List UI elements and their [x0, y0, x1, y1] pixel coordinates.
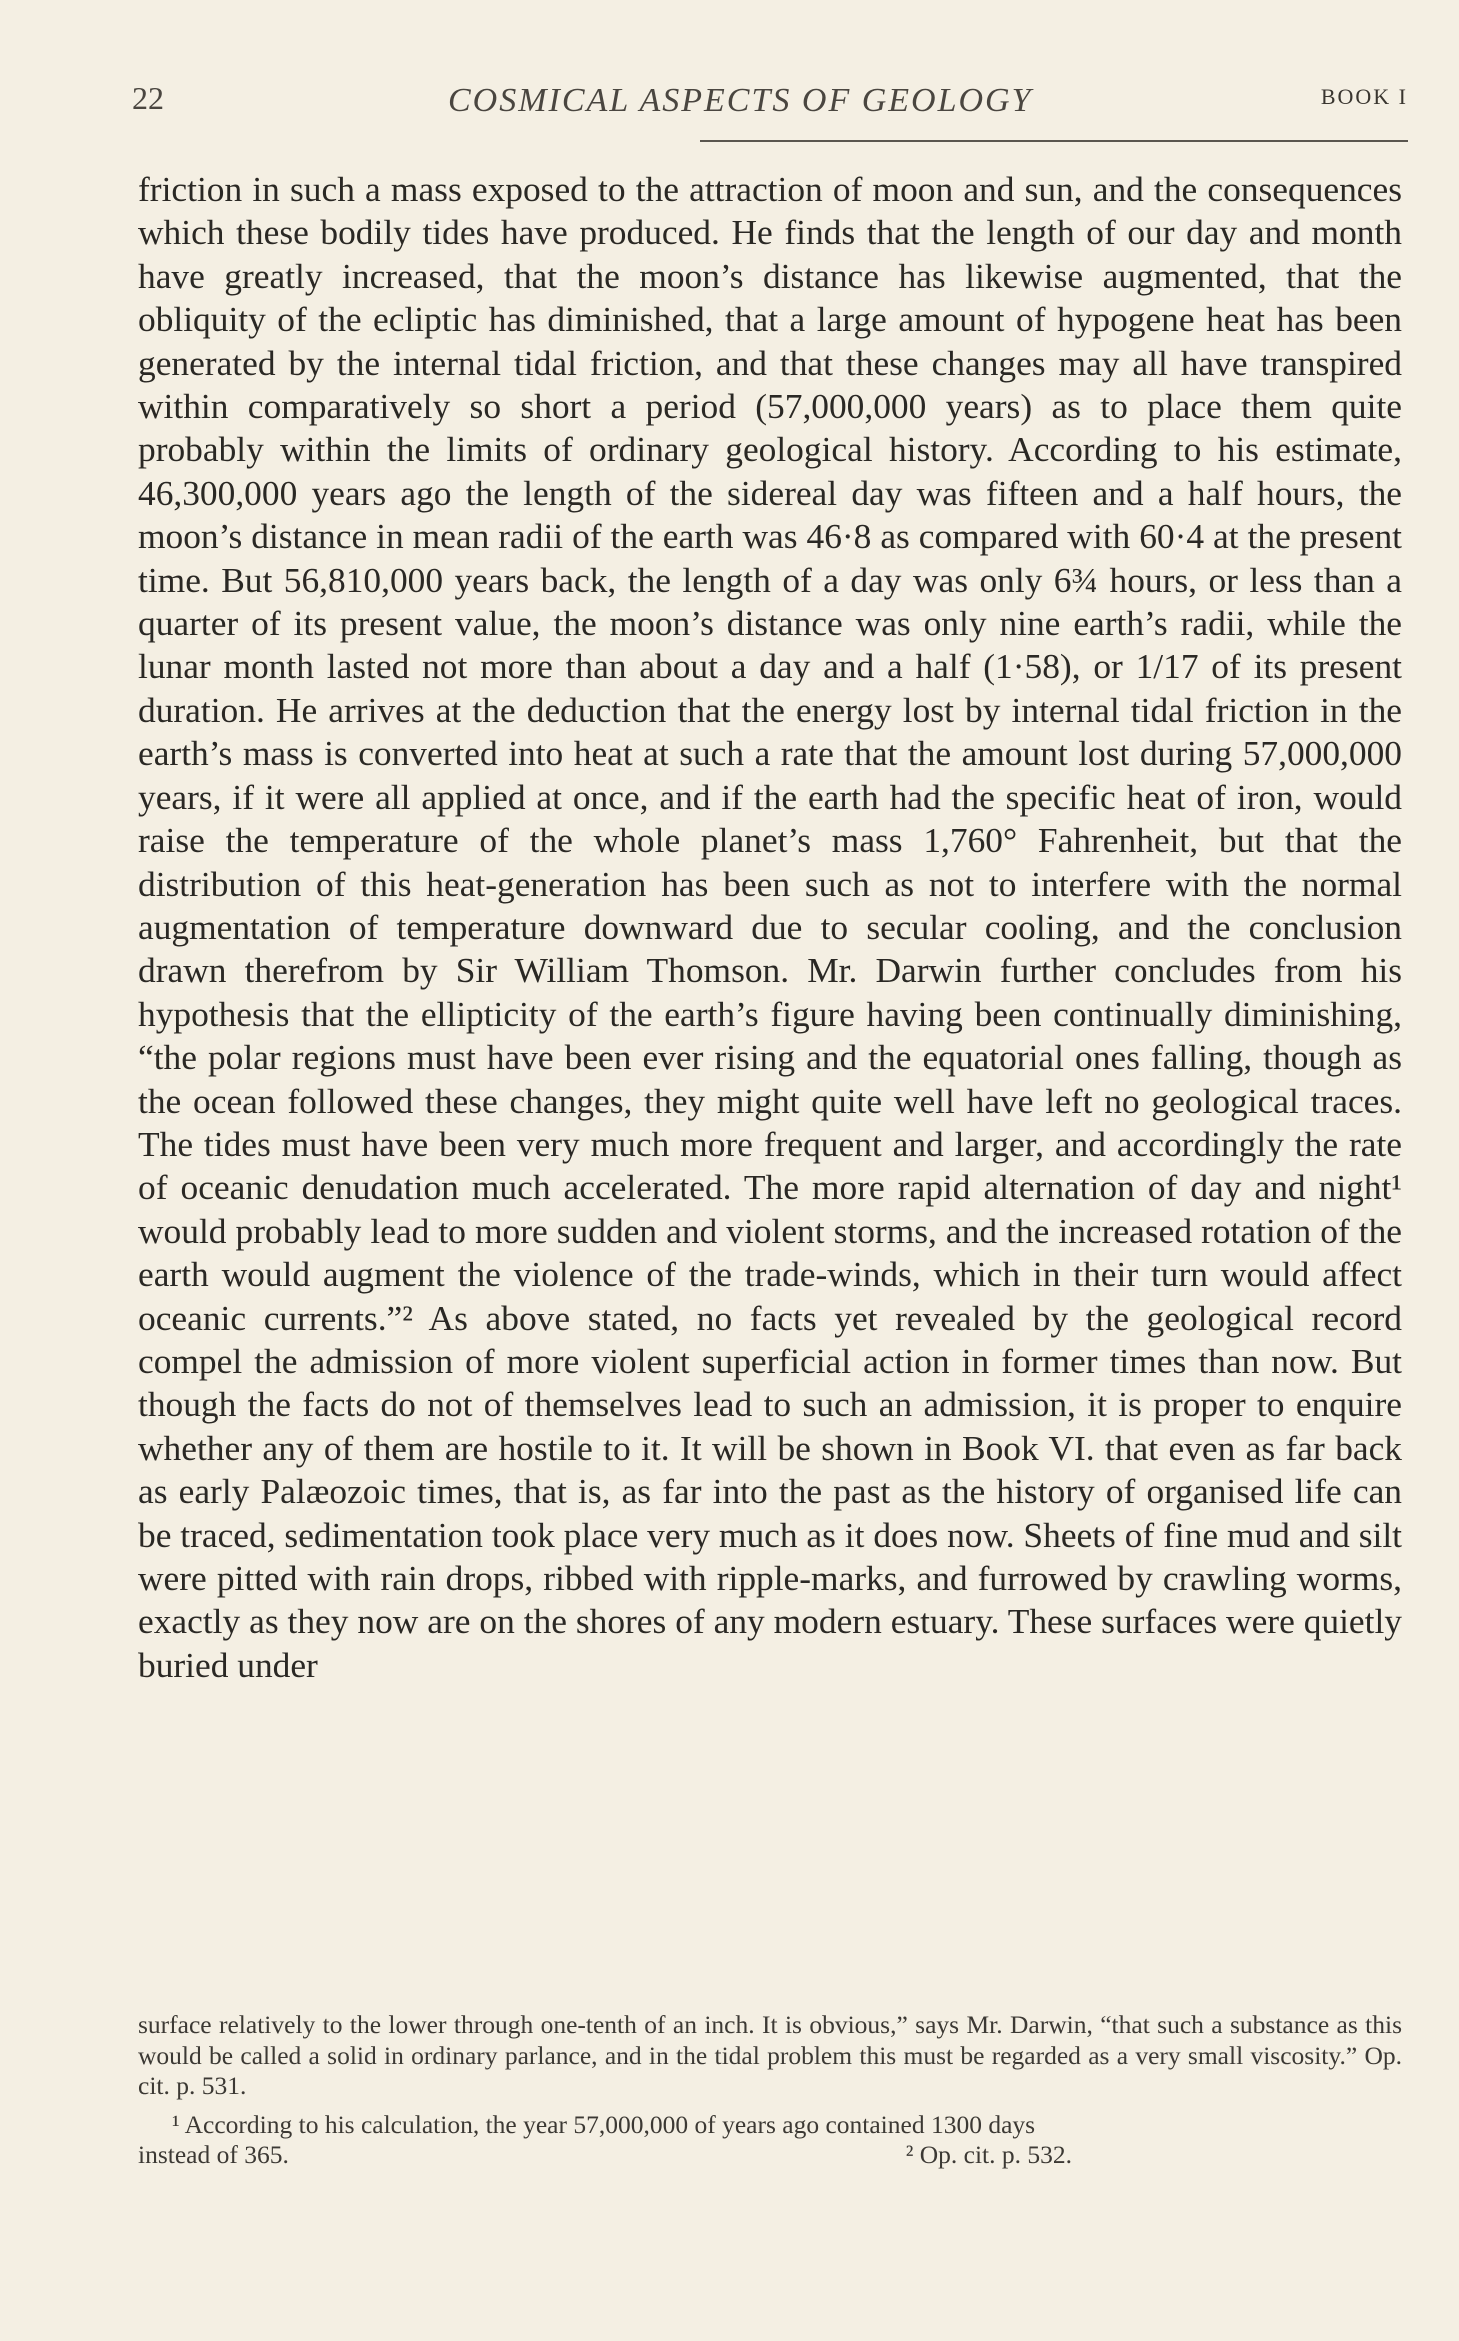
- footnote-1-tail: instead of 365.: [138, 2140, 289, 2169]
- main-text: [138, 168, 1402, 1687]
- running-title: COSMICAL ASPECTS OF GEOLOGY: [448, 82, 1033, 119]
- footnotes: [138, 2010, 1402, 2171]
- footnote-1: ¹ According to his calculation, the year 57,000,000 of years ago contained 1300 days: [172, 2109, 1036, 2139]
- footnote-continued: surface relatively to the lower through one-tenth of an inch. It is obvious,” says Mr. Darwin, “that such a substance as this would be called a solid in ordinary parlance, and in the tidal problem this must be regarded as a very small viscosity.” Op. cit. p. 531.: [138, 2010, 1402, 2100]
- body-paragraph: friction in such a mass exposed to the attraction of moon and sun, and the consequences which these bodily tides have produced. He finds that the length of our day and month have greatly increased, that the moon’s distance has likewise augmented, that the obliquity of the ecliptic has diminished, that a large amount of hypogene heat has been generated by the internal tidal friction, and that these changes may all have transpired within comparatively so short a period (57,000,000 years) as to place them quite probably within the limits of ordinary geological history. According to his estimate, 46,300,000 years ago the length of the sidereal day was fifteen and a half hours, the moon’s distance in mean radii of the earth was 46·8 as compared with 60·4 at the present time. But 56,810,000 years back, the length of a day was only 6¾ hours, or less than a quarter of its present value, the moon’s distance was only nine earth’s radii, while the lunar month lasted not more than about a day and a half (1·58), or 1/17 of its present duration. He arrives at the deduction that the energy lost by internal tidal friction in the earth’s mass is converted into heat at such a rate that the amount lost during 57,000,000 years, if it were all applied at once, and if the earth had the specific heat of iron, would raise the temperature of the whole planet’s mass 1,760° Fahrenheit, but that the distribution of this heat-generation has been such as not to interfere with the normal augmentation of temperature downward due to secular cooling, and the conclusion drawn therefrom by Sir William Thomson. Mr. Darwin further concludes from his hypothesis that the ellipticity of the earth’s figure having been continually diminishing, “the polar regions must have been ever rising and the equatorial ones falling, though as the ocean followed these changes, they might quite well have left no geological traces. The tides must have been very much more frequent and larger, and accordingly the rate of oceanic denudation much accelerated. The more rapid alternation of day and night¹ would probably lead to more sudden and violent storms, and the increased rotation of the earth would augment the violence of the trade-winds, which in their turn would affect oceanic currents.”² As above stated, no facts yet revealed by the geological record compel the admission of more violent superficial action in former times than now. But though the facts do not of themselves lead to such an admission, it is proper to enquire whether any of them are hostile to it. It will be shown in Book VI. that even as far back as early Palæozoic times, that is, as far into the past as the history of organised life can be traced, sedimentation took place very much as it does now. Sheets of fine mud and silt were pitted with rain drops, ribbed with ripple-marks, and furrowed by crawling worms, exactly as they now are on the shores of any modern estuary. These surfaces were quietly buried under: [138, 169, 1402, 1685]
- footnote-tail-line: [138, 2140, 1402, 2171]
- running-header: [118, 80, 1408, 130]
- book-label: BOOK I: [1320, 84, 1408, 109]
- page-number: 22: [132, 80, 164, 116]
- header-rule: [700, 140, 1408, 142]
- footnote-2: ² Op. cit. p. 532.: [905, 2140, 1072, 2169]
